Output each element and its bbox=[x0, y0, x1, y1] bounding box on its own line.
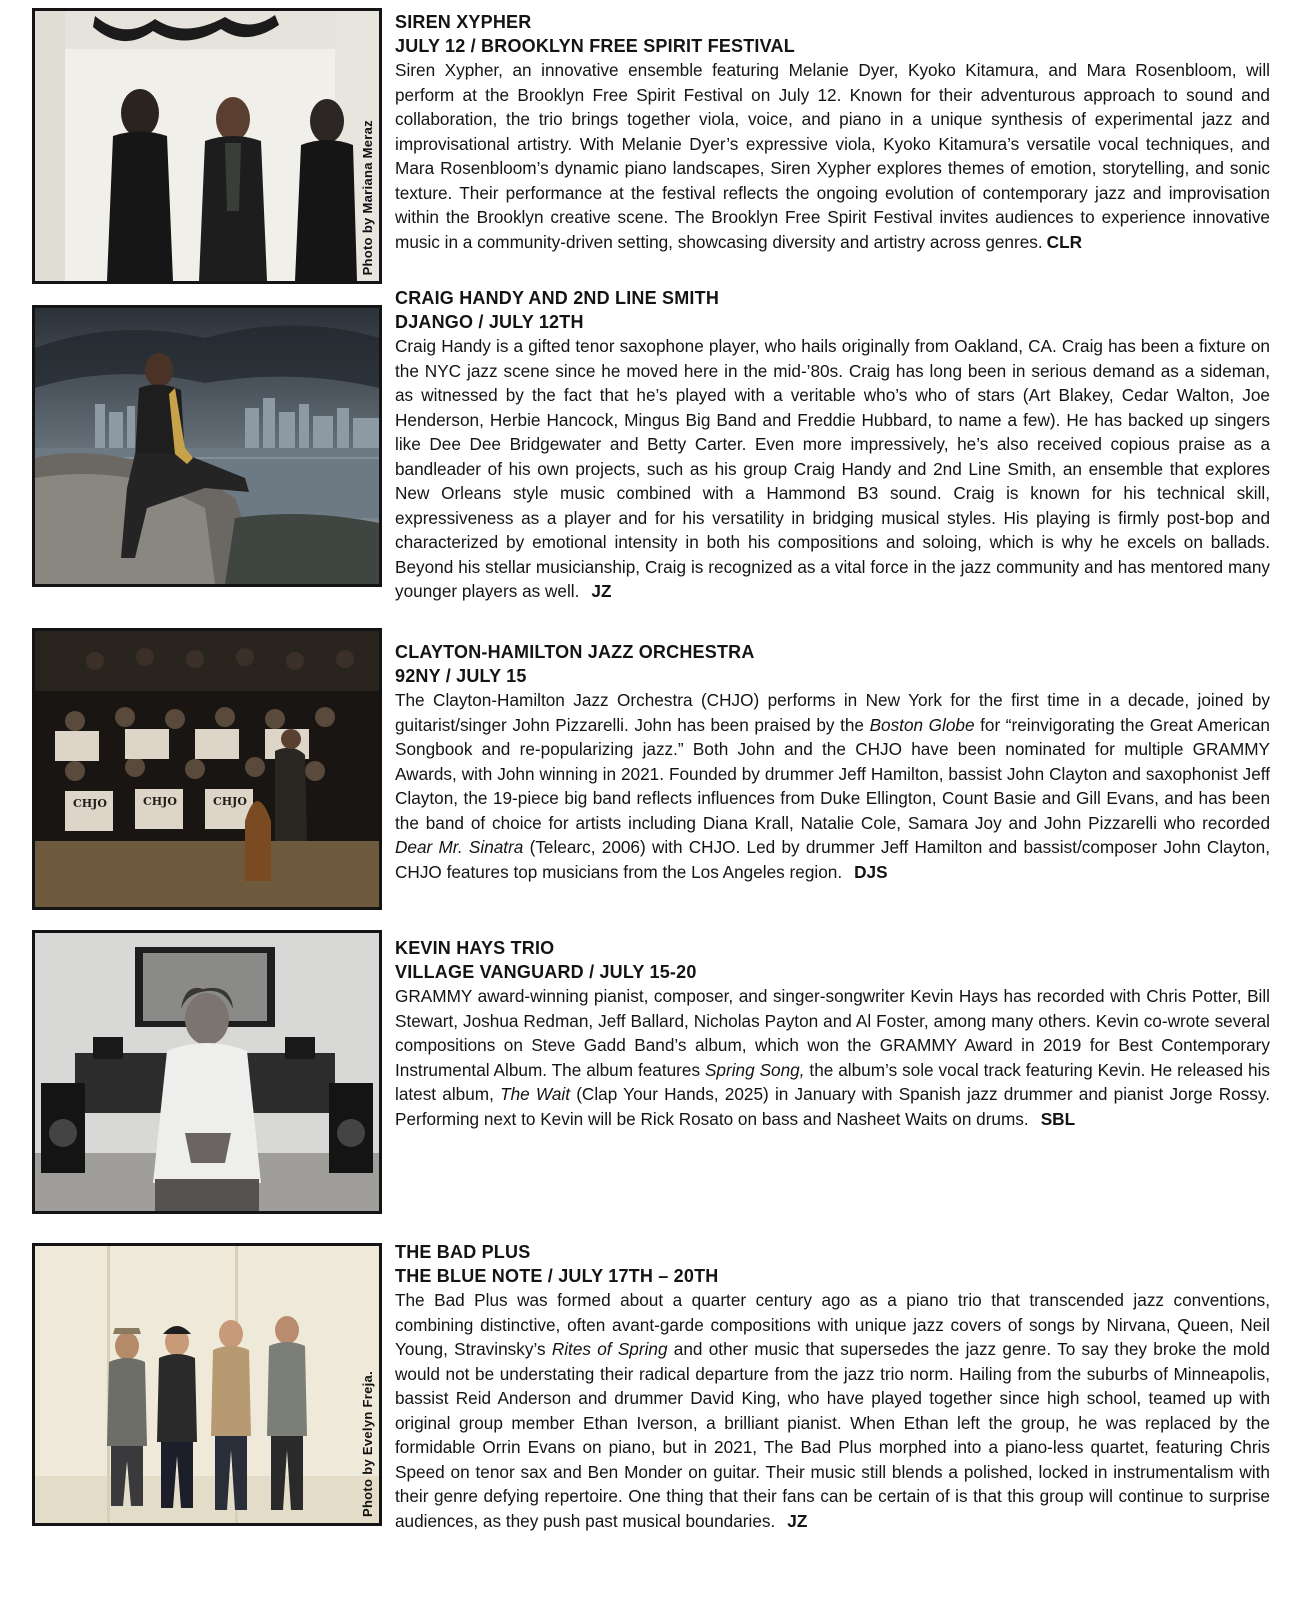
photo-kevin-hays bbox=[32, 930, 382, 1214]
chjo-stand-label: CHJO bbox=[213, 795, 247, 808]
author-initials: DJS bbox=[854, 861, 888, 882]
trio-portrait-image bbox=[35, 11, 379, 281]
article-body: Craig Handy is a gifted tenor saxophone player, who hails originally from Oakland, CA. Craig has been a fixture on the NYC jazz scene since he moved here in the mid-’80s. Craig has long been in serious demand as a sideman, as witnessed by the fact that he’s played with a veritable who’s who of stars (Art Blakey, Cedar Walton, Joe Henderson, Herbie Hancock, Mingus Big Band and Freddie Hubbard, to name a few). He has backed up singers like Dee Dee Bridgewater and Betty Carter. Even more impressively, he’s also received copious praise as a bandleader of his own projects, such as his group Craig Handy and 2nd Line Smith, an ensemble that explores New Orleans style music combined with a Hammond B3 sound. Craig is known for his technical skill, expressiveness as a player and for his versatility in bridging musical styles. His playing is firmly post-bop and characterized by emotional intensity in both his compositions and soloing, which is why he excels on ballads. Beyond his stellar musicianship, Craig is recognized as a vital force in the jazz community and has mentored many younger players as well. JZ bbox=[395, 336, 1270, 601]
article-subtitle: JULY 12 / BROOKLYN FREE SPIRIT FESTIVAL bbox=[395, 36, 795, 56]
article-subtitle: VILLAGE VANGUARD / JULY 15-20 bbox=[395, 962, 697, 982]
author-initials: JZ bbox=[787, 1510, 808, 1531]
article-body: Siren Xypher, an innovative ensemble featuring Melanie Dyer, Kyoko Kitamura, and Mara Rosenbloom, will perform at the Brooklyn Free Spirit Festival on July 12. Known for their adventurous approach to sound and collaboration, the trio brings together viola, voice, and piano in a unique synthesis of experimental jazz and improvisational artistry. With Melanie Dyer’s expressive viola, Kyoko Kitamura’s versatile vocal techniques, and Mara Rosenbloom’s dynamic piano landscapes, Siren Xypher explores themes of emotion, storytelling, and sonic texture. Their performance at the festival reflects the ongoing evolution of contemporary jazz and improvisation within the Brooklyn creative scene. The Brooklyn Free Spirit Festival invites audiences to experience innovative music in a community-driven setting, showcasing diversity and artistry across genres. CLR bbox=[395, 60, 1270, 252]
article-subtitle: DJANGO / JULY 12TH bbox=[395, 312, 584, 332]
article-title: CLAYTON-HAMILTON JAZZ ORCHESTRA bbox=[395, 642, 755, 662]
author-initials: JZ bbox=[591, 581, 612, 601]
big-band-image bbox=[35, 631, 379, 907]
photo-credit: Photo by Evelyn Freja. bbox=[360, 1370, 375, 1517]
article-body: GRAMMY award-winning pianist, composer, and singer-songwriter Kevin Hays has recorded with Chris Potter, Bill Stewart, Joshua Redman, Jeff Ballard, Nicholas Payton and Al Foster, among many others. Kevin co-wrote several compositions on Steve Gadd Band’s album, which won the GRAMMY Award in 2019 for Best Contemporary Instrumental Album. The album features Spring Song, the album’s sole vocal track featuring Kevin. He released his latest album, The Wait (Clap Your Hands, 2025) in January with Spanish jazz drummer and pianist Jorge Rossy. Performing next to Kevin will be Rick Rosato on bass and Nasheet Waits on drums. SBL bbox=[395, 986, 1270, 1129]
article-title: KEVIN HAYS TRIO bbox=[395, 938, 555, 958]
photo-bad-plus bbox=[32, 1243, 382, 1526]
saxophonist-skyline-image bbox=[35, 308, 379, 584]
photo-credit: Photo by Mariana Meraz bbox=[360, 119, 375, 275]
quartet-portrait-image bbox=[35, 1246, 379, 1523]
article-body: The Bad Plus was formed about a quarter century ago as a piano trio that transcended jazz conventions, combining distinctive, often avant-garde compositions with unique jazz covers of songs by Nirvana, Queen, Neil Young, Stravinsky’s Rites of Spring and other music that supersedes the jazz genre. To say they broke the mold would not be understating their radical departure from the jazz trio norm. Hailing from the suburbs of Minneapolis, bassist Reid Anderson and drummer David King, who have played together since high school, teamed up with original group member Ethan Iverson, a brilliant pianist. When Ethan left the group, he was replaced by the formidable Orrin Evans on piano, but in 2021, The Bad Plus morphed into a piano-less quartet, featuring Chris Speed on tenor sax and Ben Monder on guitar. Their music still blends a polished, locked in instrumentalism with their genre defying repertoire. One thing that their fans can be certain of is that this group will continue to surprise audiences, as they push past musical boundaries. JZ bbox=[395, 1290, 1270, 1531]
photo-siren-xypher bbox=[32, 8, 382, 284]
article-title: THE BAD PLUS bbox=[395, 1242, 531, 1262]
chjo-stand-label: CHJO bbox=[143, 795, 177, 808]
chjo-stand-label: CHJO bbox=[73, 797, 107, 810]
article-subtitle: 92NY / JULY 15 bbox=[395, 666, 527, 686]
photo-clayton-hamilton bbox=[32, 628, 382, 910]
article-title: CRAIG HANDY AND 2ND LINE SMITH bbox=[395, 288, 720, 308]
author-initials: CLR bbox=[1046, 231, 1082, 252]
photo-craig-handy bbox=[32, 305, 382, 587]
pianist-studio-image bbox=[35, 933, 379, 1211]
article-title: SIREN XYPHER bbox=[395, 12, 532, 32]
author-initials: SBL bbox=[1040, 1108, 1076, 1129]
article-body: The Clayton-Hamilton Jazz Orchestra (CHJO) performs in New York for the first time in a decade, joined by guitarist/singer John Pizzarelli. John has been praised by the Boston Globe for “reinvigorating the Great American Songbook and re-popularizing jazz.” Both John and the CHJO have been nominated for multiple GRAMMY Awards, with John winning in 2021. Founded by drummer Jeff Hamilton, bassist John Clayton and saxophonist Jeff Clayton, the 19-piece big band reflects influences from Duke Ellington, Count Basie and Gill Evans, and has been the band of choice for artists including Diana Krall, Natalie Cole, Samara Joy and John Pizzarelli who recorded Dear Mr. Sinatra (Telearc, 2006) with CHJO. Led by drummer Jeff Hamilton and bassist/composer John Clayton, CHJO features top musicians from the Los Angeles region. DJS bbox=[395, 690, 1270, 882]
article-subtitle: THE BLUE NOTE / JULY 17TH – 20TH bbox=[395, 1266, 719, 1286]
